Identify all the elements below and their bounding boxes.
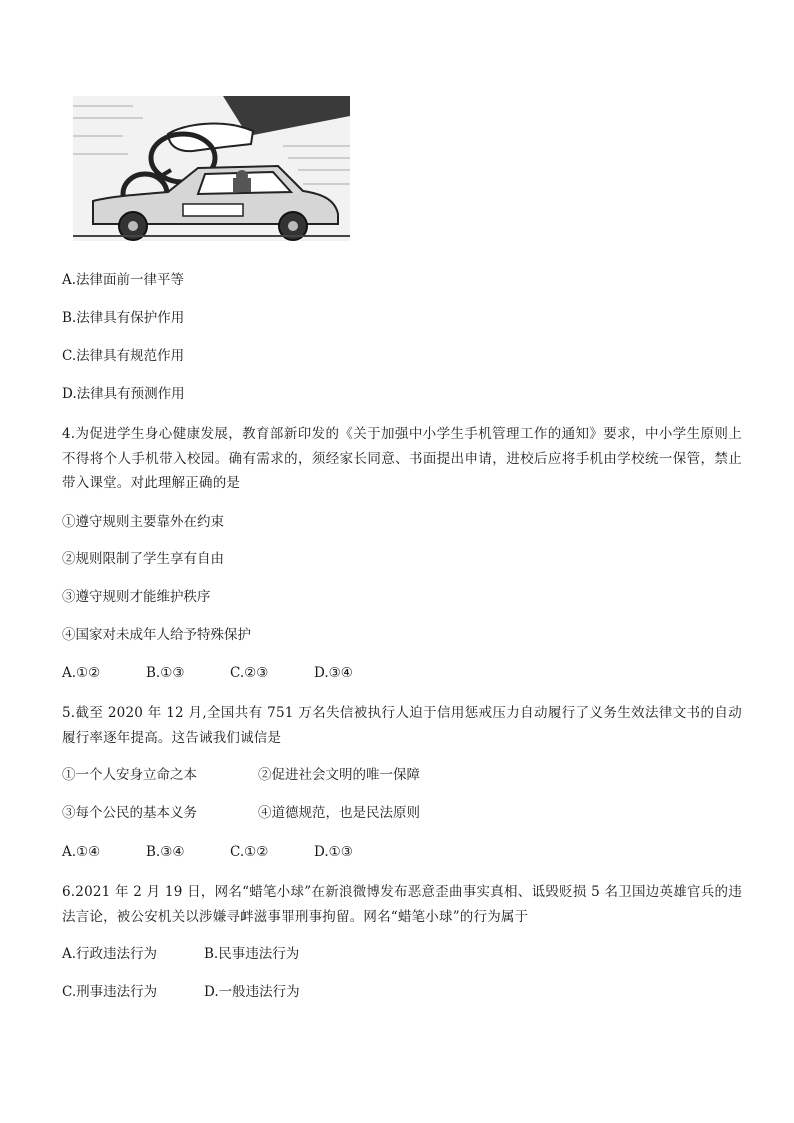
q6-choices-row-2	[62, 982, 300, 1002]
q4-choice-a: A.①②	[62, 665, 101, 681]
q6-choice-a: A.行政违法行为	[62, 946, 158, 962]
q4-choice-b: B.①③	[146, 665, 185, 681]
q4-item-2: ②规则限制了学生享有自由	[62, 551, 224, 567]
prev-option-a: A.法律面前一律平等	[62, 272, 185, 288]
q4-choices	[62, 663, 353, 683]
q4-item-1: ①遵守规则主要靠外在约束	[62, 514, 224, 530]
q5-choice-d: D.①③	[314, 844, 353, 860]
q6-choice-d: D.一般违法行为	[204, 984, 300, 1000]
q5-item-3: ③每个公民的基本义务	[62, 805, 197, 821]
prev-option-d: D.法律具有预测作用	[62, 386, 185, 402]
q6-stem: 6.2021 年 2 月 19 日，网名“蜡笔小球”在新浪微博发布恶意歪曲事实真相、诋毁贬损 5 名卫国边英雄官兵的违法言论，被公安机关以涉嫌寻衅滋事罪刑事拘留。网名“蜡笔小球”的行为属于	[62, 884, 742, 925]
prev-option-b: B.法律具有保护作用	[62, 310, 185, 326]
q6-choice-b: B.民事违法行为	[204, 946, 300, 962]
q5-item-4: ④道德规范，也是民法原则	[258, 805, 420, 821]
q4-choice-c: C.②③	[230, 665, 269, 681]
q5-choice-a: A.①④	[62, 844, 101, 860]
q5-item-2: ②促进社会文明的唯一保障	[258, 767, 420, 783]
q5-choice-b: B.③④	[146, 844, 185, 860]
q4-item-3: ③遵守规则才能维护秩序	[62, 589, 211, 605]
cartoon-illustration	[73, 96, 350, 241]
q5-items-row-2	[62, 803, 420, 823]
q5-choice-c: C.①②	[230, 844, 269, 860]
q4-stem: 4.为促进学生身心健康发展，教育部新印发的《关于加强中小学生手机管理工作的通知》要求，中小学生原则上不得将个人手机带入校园。确有需求的，须经家长同意、书面提出申请，进校后应将手机由学校统一保管，禁止带入课堂。对此理解正确的是	[62, 426, 742, 491]
q5-stem: 5.截至 2020 年 12 月,全国共有 751 万名失信被执行人迫于信用惩戒压力自动履行了义务生效法律文书的自动履行率逐年提高。这告诫我们诚信是	[62, 705, 742, 746]
q5-choices	[62, 842, 353, 862]
q4-choice-d: D.③④	[314, 665, 353, 681]
q4-item-4: ④国家对未成年人给予特殊保护	[62, 627, 251, 643]
q5-item-1: ①一个人安身立命之本	[62, 767, 197, 783]
q6-choice-c: C.刑事违法行为	[62, 984, 158, 1000]
prev-option-c: C.法律具有规范作用	[62, 348, 185, 364]
q6-choices-row-1	[62, 944, 299, 964]
q5-items-row-1	[62, 765, 420, 785]
